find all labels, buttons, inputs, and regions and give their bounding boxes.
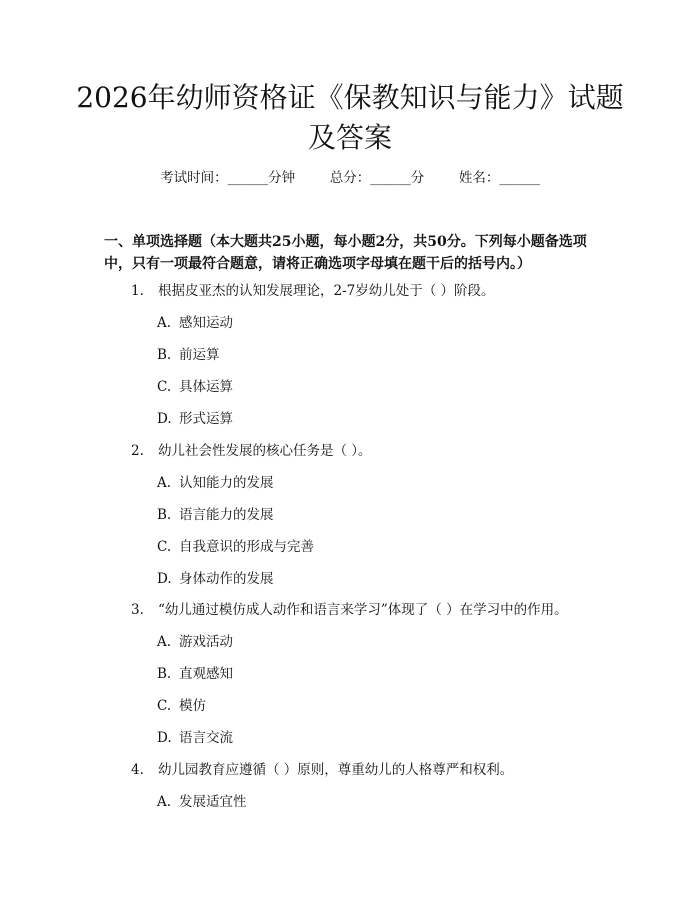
question-1-option-b <box>157 345 220 365</box>
question-1-option-a <box>157 313 233 333</box>
option-text: 身体动作的发展 <box>179 571 274 587</box>
question-text: 幼儿园教育应遵循（ ）原则，尊重幼儿的人格尊严和权利。 <box>158 762 514 778</box>
option-letter: D. <box>157 571 172 587</box>
question-2-option-d <box>157 569 274 589</box>
option-letter: B. <box>157 507 172 523</box>
exam-meta <box>0 168 700 188</box>
option-letter: A. <box>157 634 172 650</box>
question-3-option-c <box>157 696 206 716</box>
question-1-option-c <box>157 377 233 397</box>
option-text: 语言交流 <box>179 730 233 746</box>
option-letter: D. <box>157 411 172 427</box>
question-2-option-b <box>157 505 274 525</box>
question-2-option-a <box>157 473 274 493</box>
question-text: 幼儿社会性发展的核心任务是（ ）。 <box>158 443 372 459</box>
option-letter: C. <box>157 539 172 555</box>
question-3 <box>131 600 611 620</box>
option-text: 模仿 <box>179 698 206 714</box>
question-1-option-d <box>157 409 233 429</box>
option-text: 游戏活动 <box>179 634 233 650</box>
question-2-option-c <box>157 537 314 557</box>
option-text: 前运算 <box>179 347 220 363</box>
question-number: 4. <box>131 762 144 778</box>
option-text: 发展适宜性 <box>179 794 247 810</box>
question-3-option-a <box>157 632 233 652</box>
option-letter: C. <box>157 698 172 714</box>
question-text: “幼儿通过模仿成人动作和语言来学习”体现了（ ）在学习中的作用。 <box>158 602 568 618</box>
option-letter: D. <box>157 730 172 746</box>
exam-title <box>60 78 640 158</box>
question-number: 3. <box>131 602 144 618</box>
question-number: 1. <box>131 283 144 299</box>
question-3-option-d <box>157 728 233 748</box>
option-letter: B. <box>157 666 172 682</box>
exam-title-line1: 2026年幼师资格证《保教知识与能力》试题 <box>76 81 624 114</box>
option-letter: A. <box>157 475 172 491</box>
question-2 <box>131 441 611 461</box>
exam-title-line2: 及答案 <box>307 121 392 154</box>
option-text: 语言能力的发展 <box>179 507 274 523</box>
question-number: 2. <box>131 443 144 459</box>
exam-time-label: 考试时间：______分钟 <box>160 170 296 186</box>
option-letter: A. <box>157 315 172 331</box>
exam-score-label: 总分：______分 <box>329 170 425 186</box>
exam-name-label: 姓名：______ <box>458 170 540 186</box>
section-heading: 一、单项选择题（本大题共25小题，每小题2分，共50分。下列每小题备选项中，只有一项最符合题意，请将正确选项字母填在题干后的括号内。） <box>104 234 587 272</box>
option-text: 感知运动 <box>179 315 233 331</box>
option-text: 直观感知 <box>179 666 233 682</box>
option-letter: B. <box>157 347 172 363</box>
question-4 <box>131 760 611 780</box>
option-text: 自我意识的形成与完善 <box>179 539 314 555</box>
option-text: 具体运算 <box>179 379 233 395</box>
option-letter: A. <box>157 794 172 810</box>
question-3-option-b <box>157 664 233 684</box>
option-letter: C. <box>157 379 172 395</box>
question-text: 根据皮亚杰的认知发展理论，2-7岁幼儿处于（ ）阶段。 <box>158 283 495 299</box>
option-text: 形式运算 <box>179 411 233 427</box>
question-1 <box>131 281 611 301</box>
question-4-option-a <box>157 792 247 812</box>
option-text: 认知能力的发展 <box>179 475 274 491</box>
